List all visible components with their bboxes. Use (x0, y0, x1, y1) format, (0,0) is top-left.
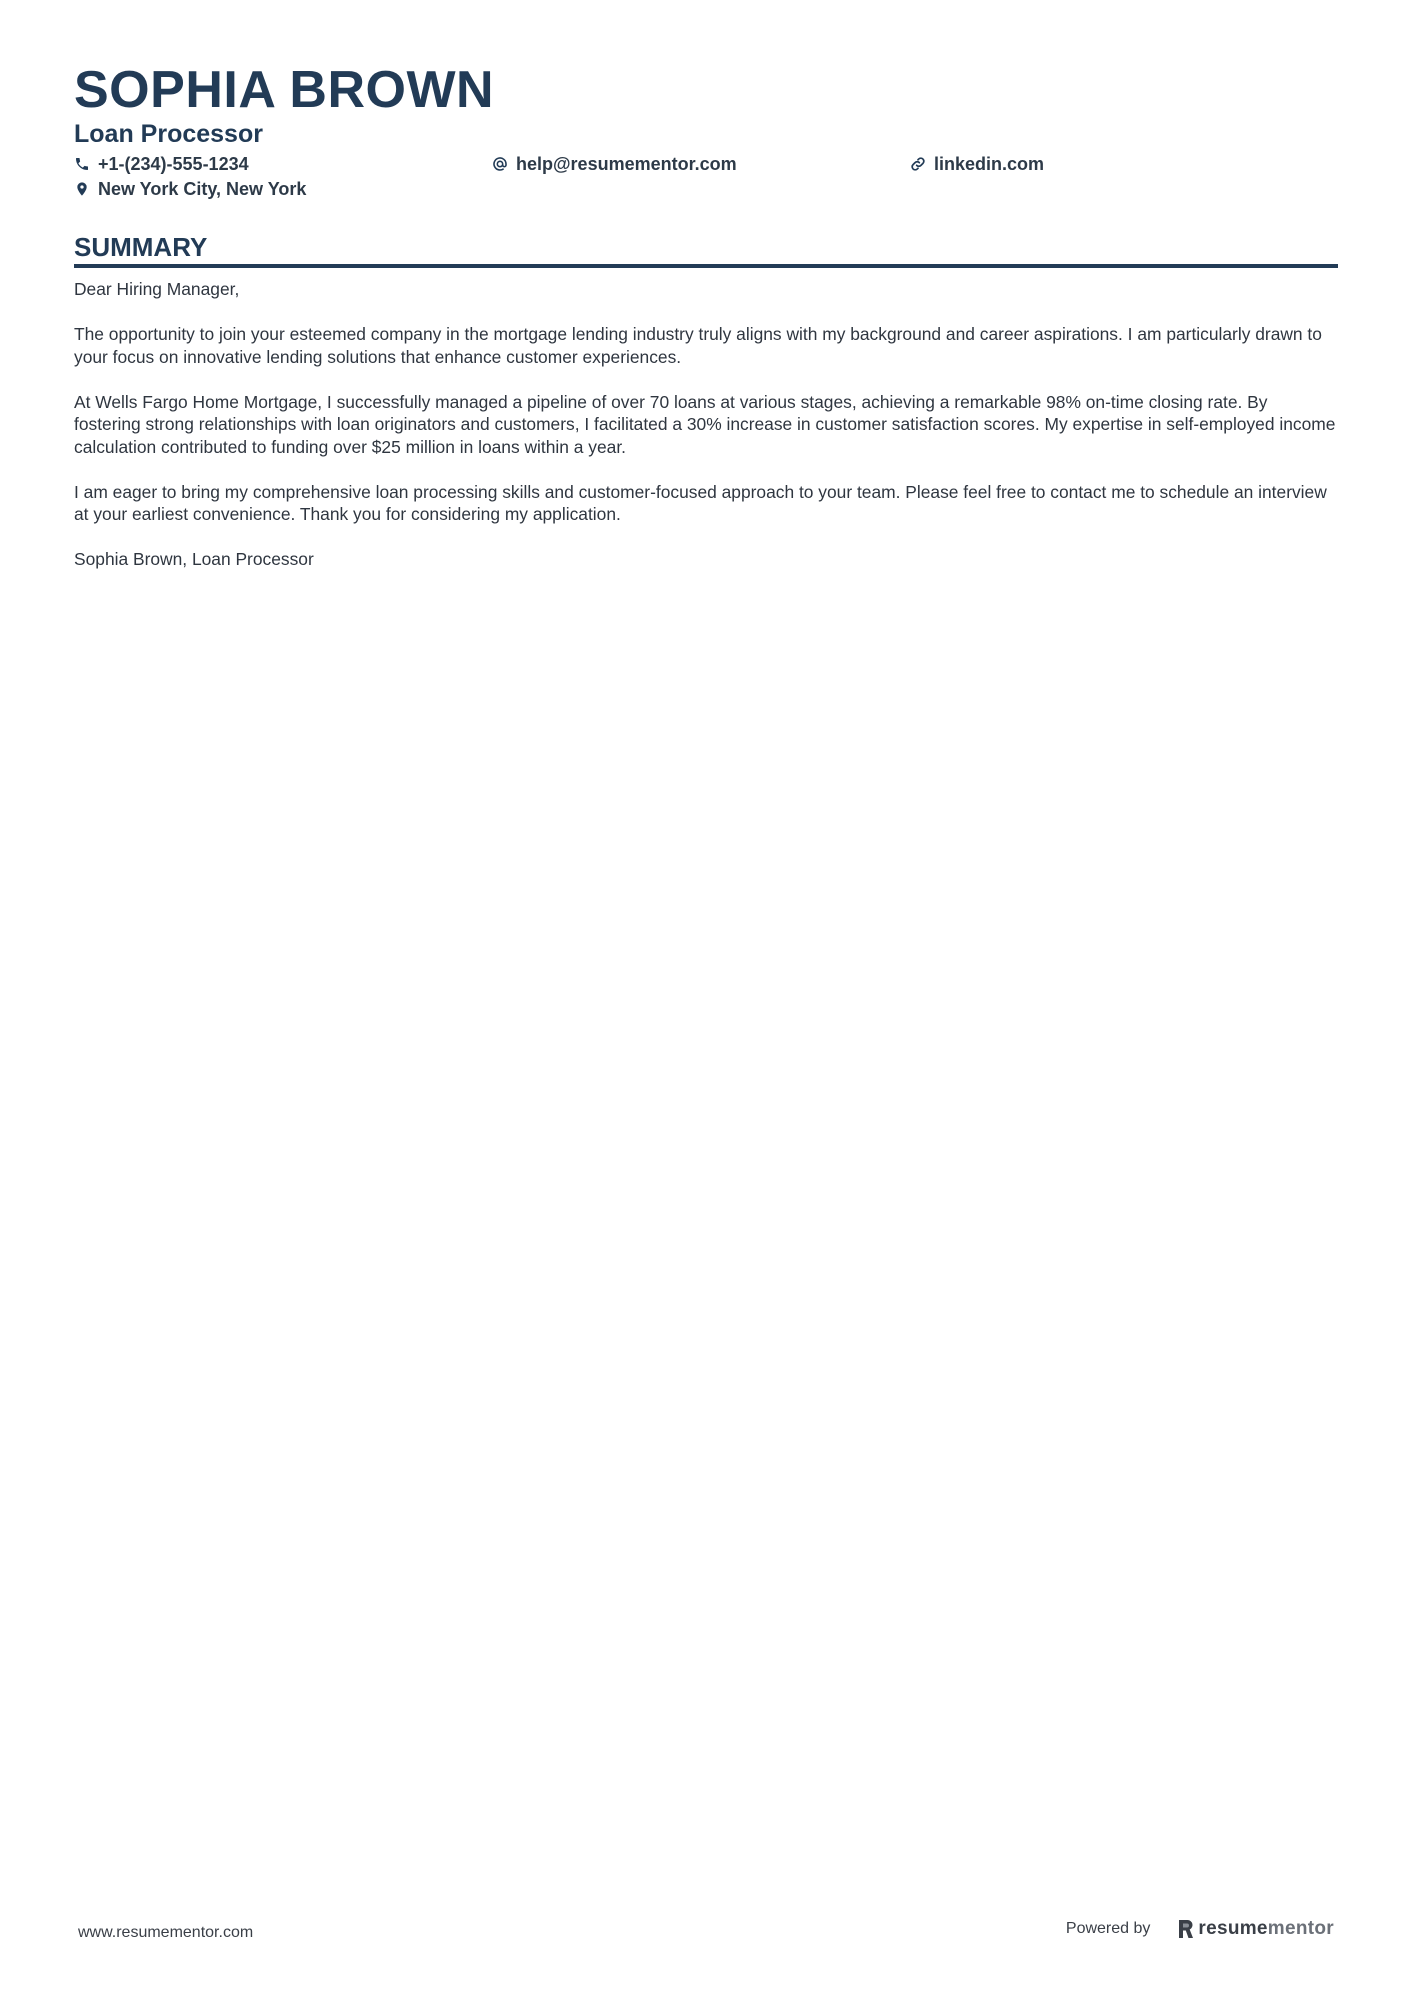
footer-branding (1066, 1918, 1334, 1940)
letter-paragraph-1: The opportunity to join your esteemed company in the mortgage lending industry truly aligns with my background and career aspirations. I am particularly drawn to your focus on innovative lending solutions that enhance customer experiences. (74, 324, 1322, 367)
contact-location (74, 177, 306, 201)
at-sign-icon (492, 156, 508, 172)
letter-greeting: Dear Hiring Manager, (74, 279, 240, 299)
candidate-title: Loan Processor (74, 120, 263, 148)
powered-by-text: Powered by (1065, 1920, 1151, 1937)
letter-paragraph-2: At Wells Fargo Home Mortgage, I successfully managed a pipeline of over 70 loans at various stages, achieving a remarkable 98% on-time closing rate. By fostering strong relationships with loan originators and customers, I facilitated a 30% increase in customer satisfaction scores. My expertise in self-employed income calculation contributed to funding over $25 million in loans within a year. (74, 391, 1336, 457)
section-title-summary: SUMMARY (74, 232, 208, 262)
contact-email-text: help@resumementor.com (516, 154, 737, 174)
brand-logo-icon (1178, 1919, 1194, 1939)
phone-icon (74, 156, 90, 172)
contact-location-text: New York City, New York (98, 179, 307, 199)
contact-website-text: linkedin.com (934, 154, 1045, 174)
contact-phone-text: +1-(234)-555-1234 (98, 154, 249, 174)
letter-paragraph-3: I am eager to bring my comprehensive loan processing skills and customer-focused approach to your team. Please feel free to contact me to schedule an interview at your earliest convenience. Thank you for considering my application. (74, 481, 1327, 524)
contact-email[interactable] (492, 152, 737, 176)
contact-phone (74, 152, 249, 176)
map-pin-icon (74, 181, 90, 197)
contact-website[interactable] (910, 152, 1044, 176)
letter-body (74, 278, 1338, 593)
brand-logo[interactable] (1178, 1918, 1334, 1940)
candidate-name: SOPHIA BROWN (74, 61, 495, 119)
link-icon (910, 156, 926, 172)
letter-signature: Sophia Brown, Loan Processor (74, 549, 314, 569)
footer-url[interactable]: www.resumementor.com (78, 1924, 254, 1941)
section-divider (74, 264, 1338, 268)
brand-wordmark: resumementor (1198, 1918, 1334, 1939)
